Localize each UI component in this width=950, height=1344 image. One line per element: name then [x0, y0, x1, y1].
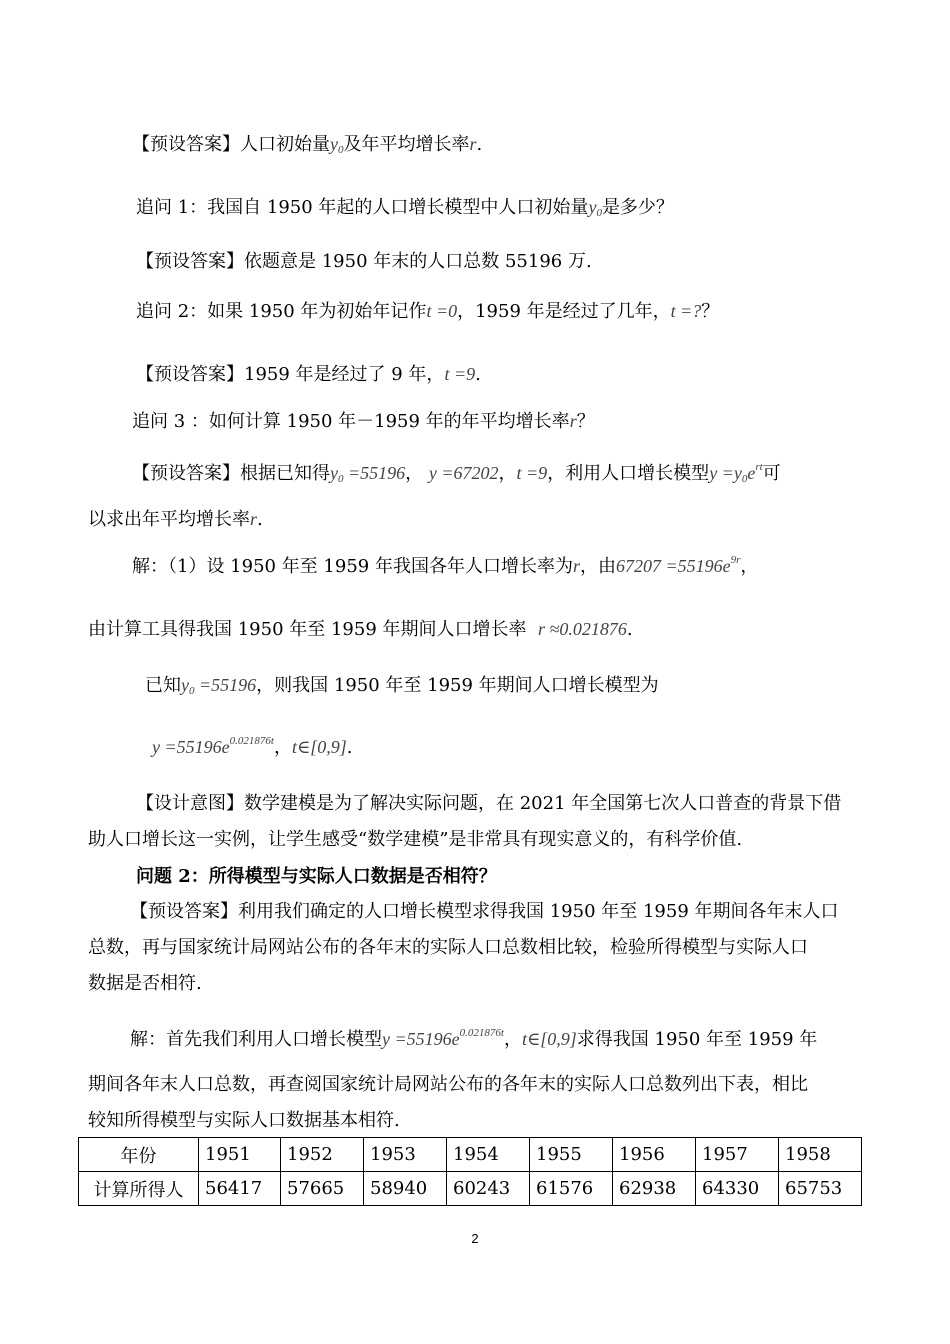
math-approx: r ≈0.021876 — [537, 619, 627, 639]
table-cell: 62938 — [613, 1172, 696, 1206]
model-formula: $y =55196e^{0.021876t}$，t∈[0,9]. — [152, 735, 353, 758]
solution-c2: 期间各年末人口总数，再查阅国家统计局网站公布的各年末的实际人口总数列出下表，相比 — [88, 1074, 808, 1095]
table-cell: 1957 — [696, 1138, 779, 1172]
solution-2: 由计算工具得我国 1950 年至 1959 年期间人口增长率 r ≈0.021876. — [88, 619, 633, 640]
table-cell: 56417 — [199, 1172, 281, 1206]
table-cell: 1953 — [364, 1138, 447, 1172]
math-t0: t =0 — [426, 301, 458, 321]
table-cell: 64330 — [696, 1172, 779, 1206]
math-equation: $67207 =55196e^{9r}$ — [615, 554, 741, 576]
population-table — [78, 1137, 862, 1206]
table-cell: 1954 — [447, 1138, 530, 1172]
math-t9: t =9 — [444, 364, 476, 384]
page-number: 2 — [471, 1231, 479, 1246]
table-cell: 1951 — [199, 1138, 281, 1172]
answer-b3: 数据是否相符. — [88, 973, 202, 994]
solution-1: 解：（1）设 1950 年至 1959 年我国各年人口增长率为r，由$67207 =55196e^{9r}$， — [132, 554, 759, 577]
answer-b1: 【预设答案】利用我们确定的人口增长模型求得我国 1950 年至 1959 年期间各年末人口 — [130, 901, 839, 922]
answer-b2: 总数，再与国家统计局网站公布的各年末的实际人口总数相比较，检验所得模型与实际人口 — [88, 937, 808, 958]
followup-question-3: 追问 3 ：如何计算 1950 年－1959 年的年平均增长率r？ — [132, 411, 595, 432]
question-2-heading: 问题 2：所得模型与实际人口数据是否相符？ — [136, 866, 497, 887]
table-cell: 年份 — [79, 1138, 199, 1172]
math-model: $y =y_0e^{rt}$ — [709, 461, 763, 485]
table-cell: 1956 — [613, 1138, 696, 1172]
answer-1: 【预设答案】依题意是 1950 年末的人口总数 55196 万. — [136, 251, 592, 272]
answer-3-cont: 以求出年平均增长率r. — [88, 509, 263, 530]
solution-c3: 较知所得模型与实际人口数据基本相符. — [88, 1110, 400, 1131]
table-cell: 65753 — [779, 1172, 862, 1206]
followup-question-2: 追问 2：如果 1950 年为初始年记作t =0，1959 年是经过了几年，t =?？ — [136, 301, 720, 322]
answer-initial-quantity: 【预设答案】人口初始量$y_0$及年平均增长率r. — [132, 134, 483, 156]
text: 【预设答案】人口初始量 — [132, 134, 330, 155]
solution-3: 已知$y_0 =55196$，则我国 1950 年至 1959 年期间人口增长模型为 — [145, 675, 659, 697]
followup-question-1: 追问 1：我国自 1950 年起的人口增长模型中人口初始量$y_0$是多少？ — [136, 197, 674, 219]
design-intent-line-1: 【设计意图】数学建模是为了解决实际问题，在 2021 年全国第七次人口普查的背景下借 — [136, 793, 842, 814]
math-y0: $y_0$ — [588, 197, 602, 219]
table-cell: 61576 — [530, 1172, 613, 1206]
math-tq: t =? — [670, 301, 702, 321]
text: 及年平均增长率 — [343, 134, 470, 155]
answer-3: 【预设答案】根据已知得$y_0 =55196$， y =67202，t =9，利用人口增长模型$y =y_0e^{rt}$可 — [132, 461, 781, 485]
math-r: r — [469, 134, 477, 154]
table-cell: 计算所得人 — [79, 1172, 199, 1206]
math-y0: $y_0$ — [330, 134, 344, 156]
table-row — [79, 1172, 862, 1206]
table-cell: 1958 — [779, 1138, 862, 1172]
table-cell: 60243 — [447, 1172, 530, 1206]
table-cell: 1952 — [281, 1138, 364, 1172]
answer-2: 【预设答案】1959 年是经过了 9 年，t =9. — [136, 364, 481, 385]
table-row — [79, 1138, 862, 1172]
solution-c1: 解：首先我们利用人口增长模型$y =55196e^{0.021876t}$，t∈[0,9]求得我国 1950 年至 1959 年 — [130, 1027, 818, 1050]
table-cell: 58940 — [364, 1172, 447, 1206]
table-cell: 1955 — [530, 1138, 613, 1172]
design-intent-line-2: 助人口增长这一实例，让学生感受“数学建模”是非常具有现实意义的，有科学价值. — [88, 829, 743, 850]
table-cell: 57665 — [281, 1172, 364, 1206]
